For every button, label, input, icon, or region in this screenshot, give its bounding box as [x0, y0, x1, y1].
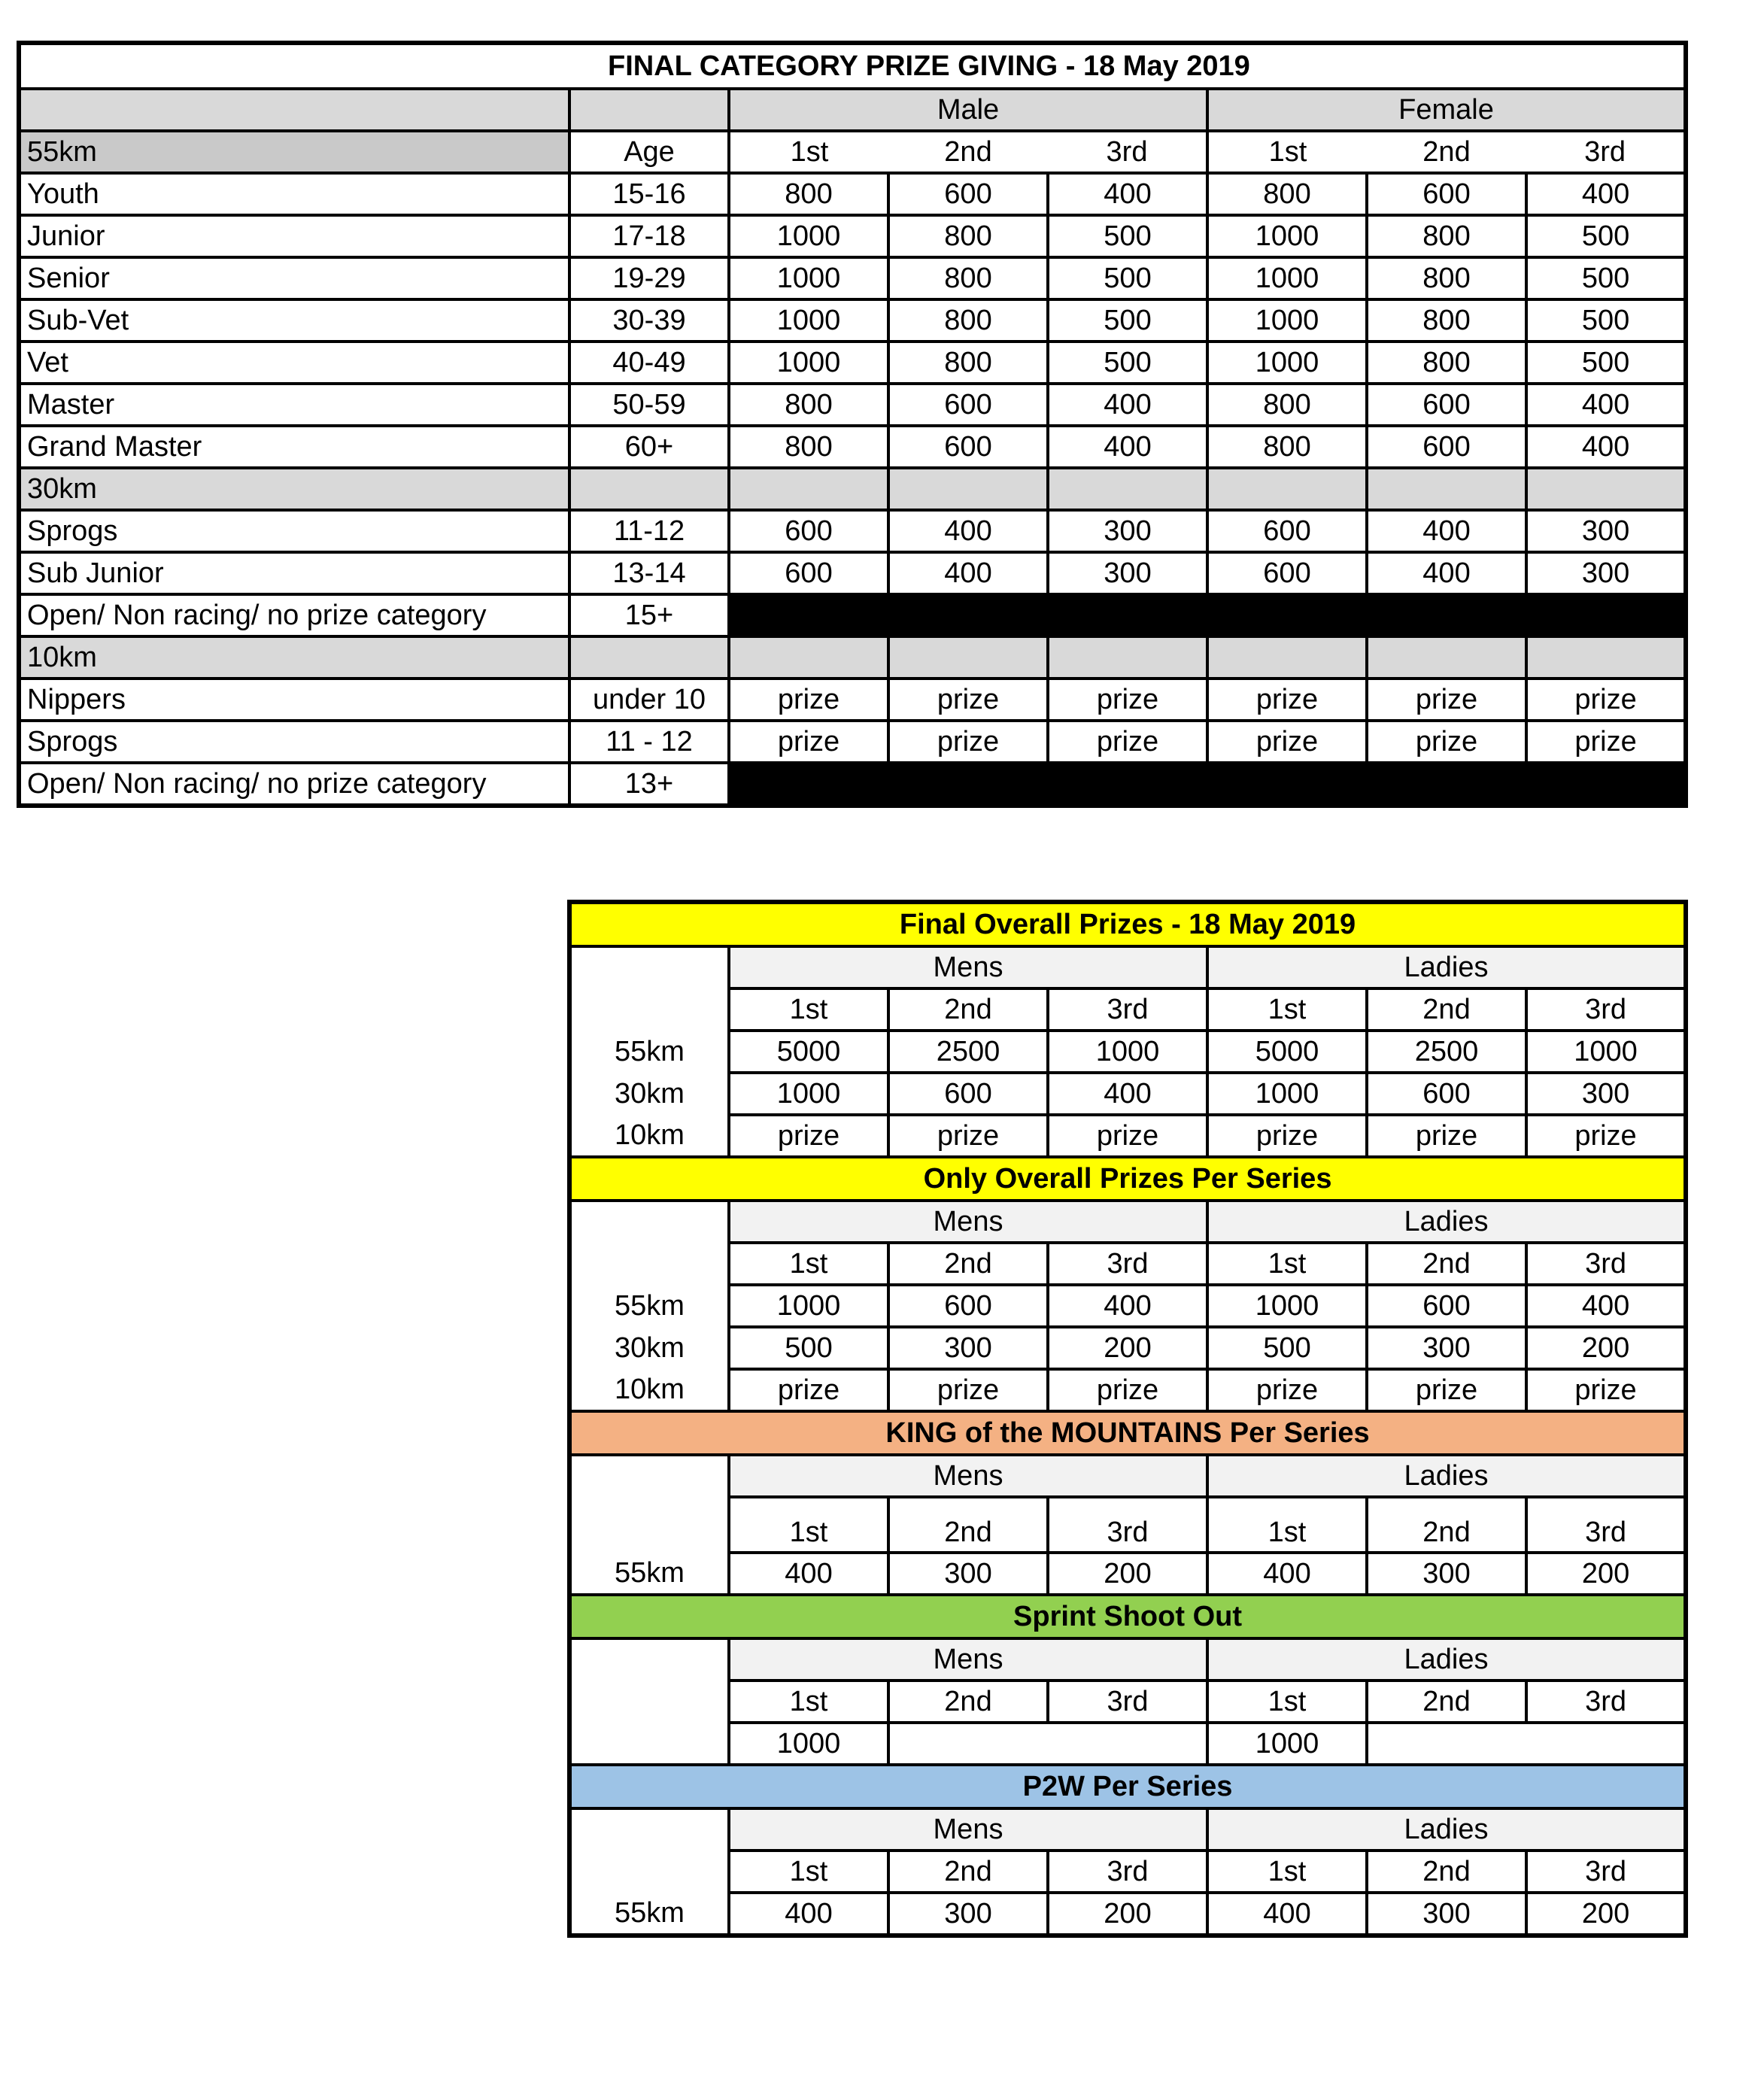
prize-cell: prize [1207, 679, 1367, 721]
category-name: Master [19, 384, 569, 426]
blank-cell [569, 1638, 729, 1681]
prize-cell: prize [1367, 721, 1526, 763]
category-name: Grand Master [19, 426, 569, 468]
place-header: 1st [729, 131, 888, 173]
prize-cell: 600 [888, 384, 1048, 426]
prize-cell: 800 [888, 215, 1048, 257]
category-name: Vet [19, 342, 569, 384]
prize-cell: 500 [1526, 342, 1686, 384]
prize-cell: prize [1367, 679, 1526, 721]
blank-cell [569, 1243, 729, 1285]
prize-cell: 800 [1367, 299, 1526, 342]
prize-cell: 800 [729, 426, 888, 468]
prize-cell: 1000 [729, 299, 888, 342]
category-age: 19-29 [569, 257, 729, 299]
prize-cell: 400 [729, 1893, 888, 1936]
place-header: 3rd [1526, 1497, 1686, 1553]
category-name: Sub Junior [19, 552, 569, 594]
place-header: 1st [1207, 1243, 1367, 1285]
prize-cell: 1000 [1207, 342, 1367, 384]
place-header: 1st [729, 1497, 888, 1553]
place-header: 3rd [1526, 1851, 1686, 1893]
category-age: 60+ [569, 426, 729, 468]
blank-cell [569, 988, 729, 1031]
table-row [19, 257, 1686, 299]
place-header: 3rd [1048, 988, 1207, 1031]
table-row [569, 1031, 1686, 1073]
distance-label: 30km [569, 1327, 729, 1369]
group-header-ladies: Ladies [1207, 1201, 1686, 1243]
prize-cell: 500 [1048, 342, 1207, 384]
group-header-ladies: Ladies [1207, 1455, 1686, 1497]
age-header: Age [569, 131, 729, 173]
table-row [19, 215, 1686, 257]
category-prize-table [17, 41, 1688, 808]
blank-cell [729, 468, 888, 510]
place-header: 1st [729, 1243, 888, 1285]
table-row [19, 426, 1686, 468]
category-age: 11-12 [569, 510, 729, 552]
place-header: 2nd [888, 1851, 1048, 1893]
prize-cell: 400 [1048, 1285, 1207, 1327]
place-header: 1st [1207, 1851, 1367, 1893]
prize-cell: 600 [888, 173, 1048, 215]
prize-cell: prize [1207, 721, 1367, 763]
place-header: 2nd [888, 1243, 1048, 1285]
place-header: 3rd [1048, 1243, 1207, 1285]
prize-cell: 800 [1207, 426, 1367, 468]
prize-cell: 1000 [1048, 1031, 1207, 1073]
blank-cell [1207, 468, 1367, 510]
place-header: 3rd [1048, 1851, 1207, 1893]
place-header: 2nd [1367, 988, 1526, 1031]
distance-label: 30km [569, 1073, 729, 1115]
category-name: Sub-Vet [19, 299, 569, 342]
place-header: 3rd [1048, 1681, 1207, 1723]
place-header: 2nd [888, 988, 1048, 1031]
table-row [19, 552, 1686, 594]
table-row [19, 763, 1686, 806]
prize-cell: 600 [729, 552, 888, 594]
blank-cell [1367, 468, 1526, 510]
prize-cell: 300 [888, 1553, 1048, 1595]
prize-cell: 1000 [1207, 257, 1367, 299]
category-age: 40-49 [569, 342, 729, 384]
blank-cell [1048, 468, 1207, 510]
category-age: 15-16 [569, 173, 729, 215]
prize-cell: prize [1048, 1115, 1207, 1157]
prize-cell: 800 [1367, 342, 1526, 384]
table-row [569, 1285, 1686, 1327]
prize-cell: 800 [888, 342, 1048, 384]
place-header: 1st [729, 1851, 888, 1893]
blank-cell [569, 1681, 729, 1723]
prize-cell: 600 [1367, 1285, 1526, 1327]
block-title-sprint-shoot-out: Sprint Shoot Out [569, 1595, 1686, 1638]
prize-cell: prize [1048, 679, 1207, 721]
prize-cell: prize [888, 1369, 1048, 1411]
category-age: 30-39 [569, 299, 729, 342]
group-header-ladies: Ladies [1207, 946, 1686, 988]
blank-cell [569, 1497, 729, 1553]
distance-label: 55km [569, 1285, 729, 1327]
prize-cell: 400 [1207, 1553, 1367, 1595]
table-row [19, 173, 1686, 215]
prize-cell: 400 [888, 510, 1048, 552]
table-row [19, 342, 1686, 384]
table-row [569, 1369, 1686, 1411]
category-name: Nippers [19, 679, 569, 721]
prize-cell: 500 [1526, 257, 1686, 299]
prize-cell: 1000 [1207, 1285, 1367, 1327]
category-age: under 10 [569, 679, 729, 721]
prize-cell: 5000 [1207, 1031, 1367, 1073]
group-header-ladies: Ladies [1207, 1638, 1686, 1681]
prize-cell: 1000 [729, 257, 888, 299]
table-row [569, 1893, 1686, 1936]
block-title-king-of-mountains: KING of the MOUNTAINS Per Series [569, 1411, 1686, 1455]
prize-cell: 300 [1367, 1893, 1526, 1936]
prize-cell: prize [888, 1115, 1048, 1157]
prize-cell: 500 [1526, 299, 1686, 342]
category-name: Junior [19, 215, 569, 257]
place-header: 2nd [888, 1681, 1048, 1723]
prize-cell: 300 [1367, 1327, 1526, 1369]
prize-cell: 800 [888, 299, 1048, 342]
overall-prizes-table [567, 900, 1688, 1938]
blank-cell [569, 1808, 729, 1851]
section-label-30km: 30km [19, 468, 569, 510]
table-row [569, 1723, 1686, 1765]
prize-cell: prize [729, 721, 888, 763]
blank-cell [569, 1851, 729, 1893]
place-header: 1st [1207, 1681, 1367, 1723]
blank-header-cell [569, 89, 729, 131]
place-header: 3rd [1526, 1243, 1686, 1285]
prize-cell: 400 [1048, 384, 1207, 426]
prize-cell: prize [1526, 1115, 1686, 1157]
prize-cell: 200 [1526, 1893, 1686, 1936]
prize-cell: 600 [888, 426, 1048, 468]
category-name: Youth [19, 173, 569, 215]
table-row [569, 1073, 1686, 1115]
distance-label: 10km [569, 1369, 729, 1411]
prize-cell: 1000 [729, 1723, 888, 1765]
blank-cell [888, 636, 1048, 679]
distance-label: 55km [569, 1893, 729, 1936]
table-row [569, 1115, 1686, 1157]
prize-cell: 300 [888, 1327, 1048, 1369]
prize-cell: 600 [1367, 1073, 1526, 1115]
prize-cell: 400 [1048, 1073, 1207, 1115]
prize-cell: 1000 [729, 215, 888, 257]
prize-cell: 5000 [729, 1031, 888, 1073]
prize-cell: 600 [1367, 426, 1526, 468]
category-age: 13-14 [569, 552, 729, 594]
block-title-final-overall: Final Overall Prizes - 18 May 2019 [569, 902, 1686, 946]
prize-cell: prize [1526, 1369, 1686, 1411]
group-header-male: Male [729, 89, 1207, 131]
section-label-55km: 55km [19, 131, 569, 173]
prize-cell: 800 [1367, 257, 1526, 299]
group-header-female: Female [1207, 89, 1686, 131]
prize-cell: 800 [1207, 173, 1367, 215]
blank-cell [1526, 636, 1686, 679]
block-title-p2w: P2W Per Series [569, 1765, 1686, 1808]
block-title-series-overall: Only Overall Prizes Per Series [569, 1157, 1686, 1201]
prize-cell: 400 [1526, 384, 1686, 426]
group-header-mens: Mens [729, 1201, 1207, 1243]
prize-cell: prize [729, 679, 888, 721]
prize-cell: 300 [1526, 552, 1686, 594]
blank-cell [729, 636, 888, 679]
prize-cell: 600 [1207, 552, 1367, 594]
place-header: 1st [729, 988, 888, 1031]
table-row [569, 1327, 1686, 1369]
prize-cell: 1000 [1207, 215, 1367, 257]
prize-cell: 500 [1048, 299, 1207, 342]
category-age: 11 - 12 [569, 721, 729, 763]
prize-cell: prize [1526, 721, 1686, 763]
group-header-mens: Mens [729, 946, 1207, 988]
prize-cell: prize [1048, 1369, 1207, 1411]
prize-cell: 800 [1367, 215, 1526, 257]
prize-cell: 300 [1048, 552, 1207, 594]
place-header: 2nd [888, 131, 1048, 173]
prize-cell: 2500 [1367, 1031, 1526, 1073]
prize-cell: 300 [888, 1893, 1048, 1936]
blank-cell [569, 636, 729, 679]
prize-cell: prize [729, 1369, 888, 1411]
prize-cell: prize [888, 721, 1048, 763]
prize-cell: 200 [1048, 1327, 1207, 1369]
place-header: 3rd [1526, 988, 1686, 1031]
prize-cell: 200 [1526, 1327, 1686, 1369]
prize-cell: 2500 [888, 1031, 1048, 1073]
place-header: 2nd [1367, 131, 1526, 173]
prize-cell: 400 [1526, 1285, 1686, 1327]
prize-cell: 1000 [729, 1285, 888, 1327]
prize-cell: 1000 [729, 1073, 888, 1115]
prize-cell: 400 [1367, 552, 1526, 594]
prize-cell: 1000 [729, 342, 888, 384]
category-age: 13+ [569, 763, 729, 806]
category-name: Sprogs [19, 510, 569, 552]
prize-cell: 300 [1367, 1553, 1526, 1595]
category-name: Sprogs [19, 721, 569, 763]
table-row [19, 679, 1686, 721]
place-header: 3rd [1526, 1681, 1686, 1723]
section-row [19, 468, 1686, 510]
blank-cell [1367, 636, 1526, 679]
prize-cell: 500 [1048, 215, 1207, 257]
prize-cell: 1000 [1207, 1073, 1367, 1115]
prize-cell: 200 [1048, 1553, 1207, 1595]
place-header: 1st [1207, 988, 1367, 1031]
table-row [19, 510, 1686, 552]
prize-cell: 400 [1048, 173, 1207, 215]
prize-cell: 500 [1526, 215, 1686, 257]
prize-cell: prize [1207, 1369, 1367, 1411]
category-table-title: FINAL CATEGORY PRIZE GIVING - 18 May 2019 [19, 43, 1686, 89]
prize-cell: 400 [1048, 426, 1207, 468]
prize-cell: prize [1526, 679, 1686, 721]
place-header: 2nd [888, 1497, 1048, 1553]
distance-label [569, 1723, 729, 1765]
prize-cell: 400 [1367, 510, 1526, 552]
place-header: 3rd [1526, 131, 1686, 173]
prize-cell: 400 [1207, 1893, 1367, 1936]
prize-cell: 200 [1526, 1553, 1686, 1595]
prize-cell: prize [1048, 721, 1207, 763]
section-label-10km: 10km [19, 636, 569, 679]
prize-cell: 600 [888, 1285, 1048, 1327]
table-row [19, 594, 1686, 636]
prize-cell: 600 [1367, 173, 1526, 215]
blank-cell [1048, 636, 1207, 679]
table-row [19, 299, 1686, 342]
prize-cell: 500 [1048, 257, 1207, 299]
blank-cell [569, 946, 729, 988]
place-header: 2nd [1367, 1681, 1526, 1723]
group-header-mens: Mens [729, 1455, 1207, 1497]
place-header: 1st [729, 1681, 888, 1723]
place-header: 2nd [1367, 1243, 1526, 1285]
prize-cell: 500 [1207, 1327, 1367, 1369]
category-name: Senior [19, 257, 569, 299]
prize-cell: 800 [888, 257, 1048, 299]
place-header: 1st [1207, 1497, 1367, 1553]
no-prize-block [729, 763, 1686, 806]
section-row [19, 636, 1686, 679]
group-header-mens: Mens [729, 1808, 1207, 1851]
prize-cell: 300 [1526, 1073, 1686, 1115]
blank-header-cell [19, 89, 569, 131]
blank-cell [1207, 636, 1367, 679]
category-name: Open/ Non racing/ no prize category [19, 594, 569, 636]
distance-label: 55km [569, 1553, 729, 1595]
place-header: 3rd [1048, 131, 1207, 173]
group-header-mens: Mens [729, 1638, 1207, 1681]
category-age: 17-18 [569, 215, 729, 257]
prize-cell: prize [729, 1115, 888, 1157]
prize-cell-empty [1367, 1723, 1686, 1765]
blank-cell [1526, 468, 1686, 510]
prize-cell: 1000 [1207, 299, 1367, 342]
prize-cell: prize [1367, 1115, 1526, 1157]
distance-label: 55km [569, 1031, 729, 1073]
prize-cell: 600 [1207, 510, 1367, 552]
place-header: 2nd [1367, 1497, 1526, 1553]
prize-cell: 200 [1048, 1893, 1207, 1936]
prize-cell: 600 [888, 1073, 1048, 1115]
category-name: Open/ Non racing/ no prize category [19, 763, 569, 806]
place-header: 1st [1207, 131, 1367, 173]
blank-cell [888, 468, 1048, 510]
prize-cell: 800 [729, 173, 888, 215]
prize-cell: 500 [729, 1327, 888, 1369]
prize-cell: 1000 [1526, 1031, 1686, 1073]
prize-cell: prize [888, 679, 1048, 721]
prize-cell: 300 [1048, 510, 1207, 552]
prize-cell: 300 [1526, 510, 1686, 552]
prize-cell: 400 [888, 552, 1048, 594]
prize-cell: prize [1367, 1369, 1526, 1411]
table-row [19, 721, 1686, 763]
table-row [19, 384, 1686, 426]
prize-cell: 400 [1526, 426, 1686, 468]
prize-cell: 800 [729, 384, 888, 426]
prize-cell-empty [888, 1723, 1207, 1765]
blank-cell [569, 1455, 729, 1497]
prize-cell: prize [1207, 1115, 1367, 1157]
prize-cell: 600 [729, 510, 888, 552]
prize-cell: 400 [1526, 173, 1686, 215]
no-prize-block [729, 594, 1686, 636]
place-header: 2nd [1367, 1851, 1526, 1893]
prize-cell: 1000 [1207, 1723, 1367, 1765]
prize-cell: 400 [729, 1553, 888, 1595]
blank-cell [569, 1201, 729, 1243]
group-header-ladies: Ladies [1207, 1808, 1686, 1851]
category-age: 15+ [569, 594, 729, 636]
prize-cell: 800 [1207, 384, 1367, 426]
place-header: 3rd [1048, 1497, 1207, 1553]
blank-cell [569, 468, 729, 510]
table-row [569, 1553, 1686, 1595]
distance-label: 10km [569, 1115, 729, 1157]
category-age: 50-59 [569, 384, 729, 426]
prize-cell: 600 [1367, 384, 1526, 426]
